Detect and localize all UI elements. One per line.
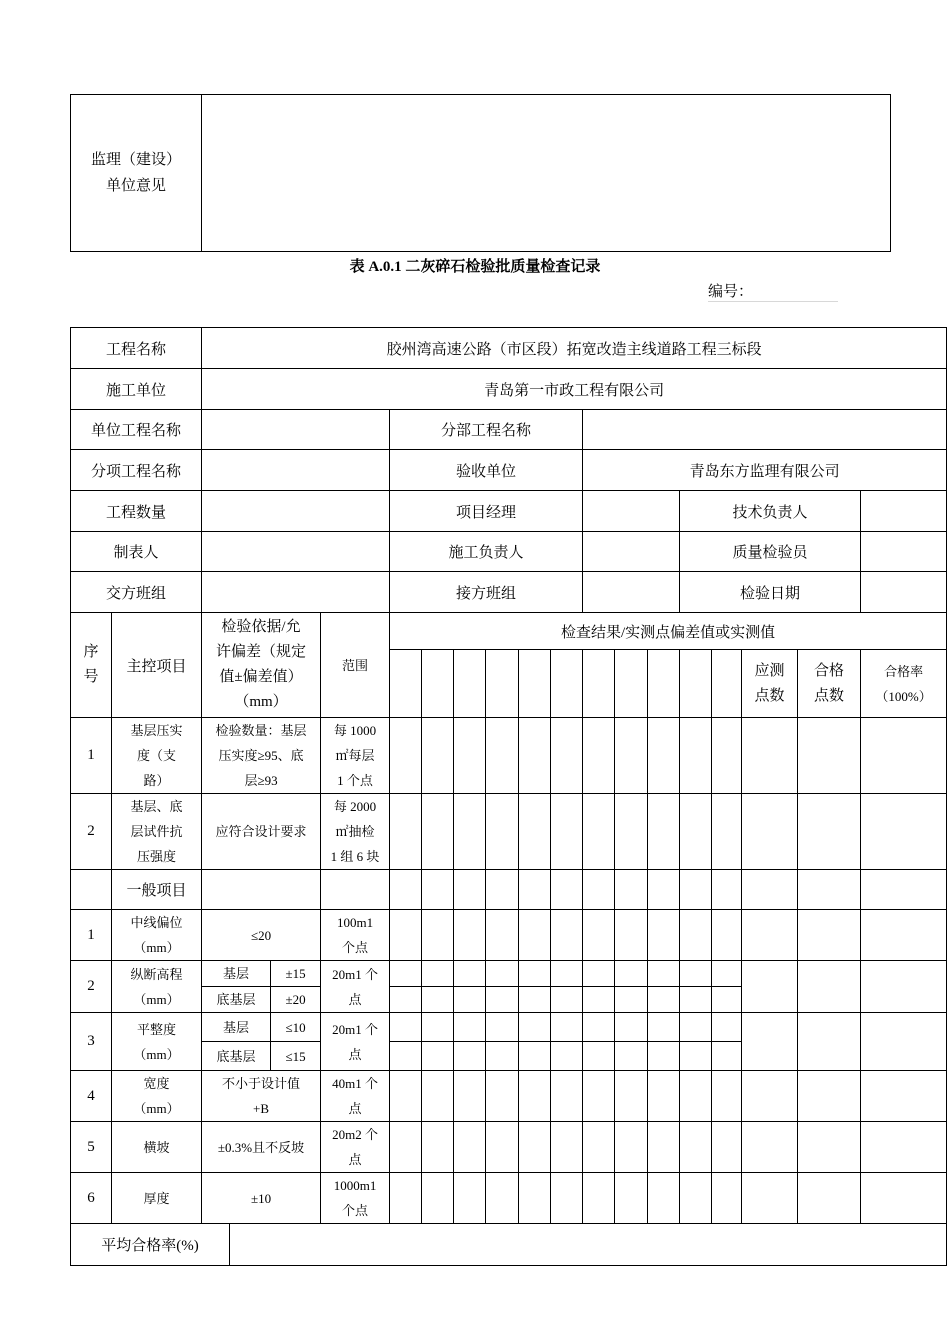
sub-item-name: 基层	[202, 1013, 271, 1042]
row-number: 2	[71, 961, 112, 1013]
general-row-3a	[71, 1013, 947, 1042]
result-cell[interactable]	[486, 1071, 519, 1122]
result-cell[interactable]	[742, 718, 798, 794]
result-cell[interactable]	[486, 1122, 519, 1173]
average-cell	[71, 1224, 947, 1266]
result-cell[interactable]	[648, 1173, 680, 1224]
item-basis: 检验数量：基层 压实度≥95、底 层≥93	[202, 718, 321, 794]
average-row	[71, 1224, 947, 1266]
result-cell[interactable]	[648, 1013, 680, 1042]
sub-project-value[interactable]	[583, 410, 947, 450]
result-cell[interactable]	[615, 1173, 648, 1224]
general-row-1	[71, 910, 947, 961]
acceptance-unit-label: 验收单位	[390, 450, 583, 491]
result-cell[interactable]	[454, 794, 486, 870]
result-cell[interactable]	[390, 650, 422, 718]
result-cell[interactable]	[390, 1071, 422, 1122]
result-cell[interactable]	[583, 718, 615, 794]
contractor-value: 青岛第一市政工程有限公司	[202, 369, 947, 410]
item-basis: ±10	[202, 1173, 321, 1224]
supervision-opinion-content[interactable]	[202, 95, 891, 252]
item-name: 平整度 （mm）	[112, 1013, 202, 1071]
result-cell[interactable]	[551, 794, 583, 870]
result-cell[interactable]	[680, 961, 712, 987]
result-cell[interactable]	[583, 910, 615, 961]
result-cell[interactable]	[712, 794, 742, 870]
result-cell[interactable]	[861, 1122, 947, 1173]
result-cell[interactable]	[712, 910, 742, 961]
result-cell[interactable]	[454, 1071, 486, 1122]
result-cell[interactable]	[680, 870, 712, 910]
result-cell[interactable]	[519, 870, 551, 910]
row-number: 1	[71, 910, 112, 961]
result-cell[interactable]	[615, 718, 648, 794]
result-cell[interactable]	[742, 794, 798, 870]
result-cell[interactable]	[422, 987, 454, 1013]
result-cell[interactable]	[712, 987, 742, 1013]
result-cell[interactable]	[422, 1013, 454, 1042]
item-range	[321, 870, 390, 910]
result-cell[interactable]	[615, 1013, 648, 1042]
quantity-value[interactable]	[202, 491, 390, 532]
row-number: 1	[71, 718, 112, 794]
result-cell[interactable]	[861, 1173, 947, 1224]
row-number: 4	[71, 1071, 112, 1122]
inspection-date-label: 检验日期	[680, 572, 861, 613]
result-cell[interactable]	[712, 1122, 742, 1173]
result-cell[interactable]	[551, 1013, 583, 1042]
result-cell[interactable]	[648, 794, 680, 870]
result-cell[interactable]	[861, 794, 947, 870]
row-number: 6	[71, 1173, 112, 1224]
item-name: 纵断高程 （mm）	[112, 961, 202, 1013]
result-cell[interactable]	[583, 1122, 615, 1173]
handover-team-label: 交方班组	[71, 572, 202, 613]
result-cell[interactable]	[551, 1173, 583, 1224]
result-cell[interactable]	[551, 1071, 583, 1122]
result-cell[interactable]	[798, 870, 861, 910]
general-items-label: 一般项目	[112, 870, 202, 910]
result-cell[interactable]	[742, 1071, 798, 1122]
result-cell[interactable]	[390, 718, 422, 794]
result-cell[interactable]	[615, 794, 648, 870]
sub-item-value: ±20	[271, 987, 321, 1013]
result-cell[interactable]	[680, 650, 712, 718]
result-cell[interactable]	[519, 910, 551, 961]
result-cell[interactable]	[861, 910, 947, 961]
preparer-label: 制表人	[71, 532, 202, 572]
result-cell[interactable]	[486, 718, 519, 794]
receiving-team-label: 接方班组	[390, 572, 583, 613]
results-header: 检查结果/实测点偏差值或实测值	[390, 613, 947, 650]
result-cell[interactable]	[712, 961, 742, 987]
result-cell[interactable]	[486, 1013, 519, 1042]
pass-points-header: 合格 点数	[798, 650, 861, 718]
result-cell[interactable]	[551, 870, 583, 910]
quantity-label: 工程数量	[71, 491, 202, 532]
contractor-label: 施工单位	[71, 369, 202, 410]
acceptance-unit-value: 青岛东方监理有限公司	[583, 450, 947, 491]
result-cell[interactable]	[454, 1013, 486, 1042]
item-range: 20m1 个 点	[321, 961, 390, 1013]
receiving-team-value[interactable]	[583, 572, 680, 613]
result-cell[interactable]	[519, 1042, 551, 1071]
result-cell[interactable]	[422, 794, 454, 870]
result-cell[interactable]	[583, 1042, 615, 1071]
result-cell[interactable]	[615, 650, 648, 718]
result-cell[interactable]	[422, 870, 454, 910]
result-cell[interactable]	[798, 1122, 861, 1173]
sub-project-label: 分部工程名称	[390, 410, 583, 450]
result-cell[interactable]	[519, 1173, 551, 1224]
item-project-value[interactable]	[202, 450, 390, 491]
tech-lead-value[interactable]	[861, 491, 947, 532]
result-cell[interactable]	[454, 910, 486, 961]
item-range: 20m1 个 点	[321, 1013, 390, 1071]
result-cell[interactable]	[551, 987, 583, 1013]
result-cell[interactable]	[422, 1173, 454, 1224]
result-cell[interactable]	[390, 1122, 422, 1173]
item-basis: 应符合设计要求	[202, 794, 321, 870]
result-cell[interactable]	[454, 961, 486, 987]
result-cell[interactable]	[583, 794, 615, 870]
result-cell[interactable]	[583, 870, 615, 910]
general-row-2a	[71, 961, 947, 987]
serial-number-field[interactable]	[708, 283, 838, 302]
result-cell[interactable]	[742, 1122, 798, 1173]
result-cell[interactable]	[454, 870, 486, 910]
result-cell[interactable]	[583, 987, 615, 1013]
result-cell[interactable]	[519, 987, 551, 1013]
general-row-6	[71, 1173, 947, 1224]
sub-item-name: 底基层	[202, 987, 271, 1013]
result-cell[interactable]	[422, 1122, 454, 1173]
inspection-date-value[interactable]	[861, 572, 947, 613]
result-cell[interactable]	[861, 870, 947, 910]
basis-header: 检验依据/允 许偏差（规定 值±偏差值） （mm）	[202, 613, 321, 718]
general-row-4	[71, 1071, 947, 1122]
result-cell[interactable]	[648, 961, 680, 987]
result-cell[interactable]	[680, 1122, 712, 1173]
should-measure-cell[interactable]	[742, 961, 798, 1013]
main-row-1	[71, 718, 947, 794]
result-cell[interactable]	[486, 794, 519, 870]
result-cell[interactable]	[648, 870, 680, 910]
main-items-header: 主控项目	[112, 613, 202, 718]
result-cell[interactable]	[422, 910, 454, 961]
result-cell[interactable]	[742, 910, 798, 961]
result-cell[interactable]	[422, 650, 454, 718]
unit-project-value[interactable]	[202, 410, 390, 450]
result-cell[interactable]	[648, 1071, 680, 1122]
item-name: 基层、底 层试件抗 压强度	[112, 794, 202, 870]
sub-item-value: ±15	[271, 961, 321, 987]
row-number: 2	[71, 794, 112, 870]
pass-rate-header: 合格率 （100%）	[861, 650, 947, 718]
result-cell[interactable]	[486, 987, 519, 1013]
result-cell[interactable]	[615, 870, 648, 910]
result-cell[interactable]	[861, 1071, 947, 1122]
project-name-label: 工程名称	[71, 328, 202, 369]
result-cell[interactable]	[551, 910, 583, 961]
result-cell[interactable]	[454, 718, 486, 794]
result-cell[interactable]	[390, 987, 422, 1013]
item-name: 基层压实 度（支 路）	[112, 718, 202, 794]
result-cell[interactable]	[648, 1122, 680, 1173]
supervision-opinion-label: 监理（建设） 单位意见	[71, 95, 202, 252]
result-cell[interactable]	[454, 650, 486, 718]
row-number: 5	[71, 1122, 112, 1173]
item-name: 横坡	[112, 1122, 202, 1173]
item-name: 宽度 （mm）	[112, 1071, 202, 1122]
result-cell[interactable]	[422, 718, 454, 794]
result-cell[interactable]	[648, 987, 680, 1013]
sub-item-name: 基层	[202, 961, 271, 987]
preparer-value[interactable]	[202, 532, 390, 572]
form-title: 表 A.0.1 二灰碎石检验批质量检查记录	[349, 259, 601, 275]
item-range: 20m2 个 点	[321, 1122, 390, 1173]
pass-rate-cell[interactable]	[861, 961, 947, 1013]
result-cell[interactable]	[390, 1013, 422, 1042]
result-cell[interactable]	[712, 870, 742, 910]
general-row-5	[71, 1122, 947, 1173]
result-cell[interactable]	[712, 650, 742, 718]
result-cell[interactable]	[648, 718, 680, 794]
pass-rate-cell[interactable]	[861, 1013, 947, 1071]
result-cell[interactable]	[615, 1042, 648, 1071]
serial-number-label: 编号：	[708, 284, 754, 300]
result-cell[interactable]	[390, 870, 422, 910]
result-cell[interactable]	[551, 1042, 583, 1071]
result-cell[interactable]	[422, 961, 454, 987]
result-cell[interactable]	[680, 794, 712, 870]
result-cell[interactable]	[680, 987, 712, 1013]
result-cell[interactable]	[648, 1042, 680, 1071]
result-cell[interactable]	[390, 1042, 422, 1071]
result-cell[interactable]	[486, 650, 519, 718]
pass-points-cell[interactable]	[798, 1013, 861, 1071]
average-pass-rate-value[interactable]	[230, 1224, 946, 1265]
construction-lead-value[interactable]	[583, 532, 680, 572]
main-row-2	[71, 794, 947, 870]
result-cell[interactable]	[583, 961, 615, 987]
item-range: 100m1 个点	[321, 910, 390, 961]
result-cell[interactable]	[615, 1071, 648, 1122]
should-measure-header: 应测 点数	[742, 650, 798, 718]
item-range: 每 1000 ㎡每层 1 个点	[321, 718, 390, 794]
result-cell[interactable]	[798, 718, 861, 794]
result-cell[interactable]	[615, 961, 648, 987]
result-cell[interactable]	[742, 1173, 798, 1224]
item-name: 中线偏位 （mm）	[112, 910, 202, 961]
result-cell[interactable]	[583, 1071, 615, 1122]
result-cell[interactable]	[519, 650, 551, 718]
seq-header: 序 号	[71, 613, 112, 718]
result-cell[interactable]	[680, 1042, 712, 1071]
supervision-opinion-table	[70, 94, 891, 252]
item-basis	[202, 870, 321, 910]
should-measure-cell[interactable]	[742, 1013, 798, 1071]
result-cell[interactable]	[798, 1173, 861, 1224]
result-cell[interactable]	[422, 1042, 454, 1071]
result-cell[interactable]	[486, 961, 519, 987]
row-number: 3	[71, 1013, 112, 1071]
result-cell[interactable]	[712, 1071, 742, 1122]
result-cell[interactable]	[712, 1173, 742, 1224]
item-name: 厚度	[112, 1173, 202, 1224]
result-cell[interactable]	[519, 961, 551, 987]
row-number	[71, 870, 112, 910]
result-cell[interactable]	[680, 910, 712, 961]
result-cell[interactable]	[798, 1071, 861, 1122]
item-project-label: 分项工程名称	[71, 450, 202, 491]
quality-inspector-value[interactable]	[861, 532, 947, 572]
result-cell[interactable]	[798, 794, 861, 870]
unit-project-label: 单位工程名称	[71, 410, 202, 450]
item-basis: ±0.3%且不反坡	[202, 1122, 321, 1173]
sub-item-name: 底基层	[202, 1042, 271, 1071]
project-manager-value[interactable]	[583, 491, 680, 532]
construction-lead-label: 施工负责人	[390, 532, 583, 572]
item-basis: 不小于设计值 +B	[202, 1071, 321, 1122]
result-cell[interactable]	[390, 1173, 422, 1224]
result-cell[interactable]	[454, 1042, 486, 1071]
result-cell[interactable]	[615, 987, 648, 1013]
result-cell[interactable]	[712, 718, 742, 794]
result-cell[interactable]	[583, 1013, 615, 1042]
result-cell[interactable]	[583, 1173, 615, 1224]
result-cell[interactable]	[712, 1013, 742, 1042]
result-cell[interactable]	[648, 910, 680, 961]
result-cell[interactable]	[454, 1122, 486, 1173]
result-cell[interactable]	[551, 650, 583, 718]
result-cell[interactable]	[551, 961, 583, 987]
result-cell[interactable]	[680, 1173, 712, 1224]
pass-points-cell[interactable]	[798, 961, 861, 1013]
result-cell[interactable]	[486, 870, 519, 910]
result-cell[interactable]	[390, 961, 422, 987]
quality-inspector-label: 质量检验员	[680, 532, 861, 572]
result-cell[interactable]	[519, 1071, 551, 1122]
item-range: 40m1 个 点	[321, 1071, 390, 1122]
average-pass-rate-label: 平均合格率(%)	[71, 1224, 230, 1265]
inspection-record-table	[70, 327, 947, 1266]
item-basis: ≤20	[202, 910, 321, 961]
item-range: 每 2000 ㎡抽检 1 组 6 块	[321, 794, 390, 870]
result-cell[interactable]	[742, 870, 798, 910]
project-name-value: 胶州湾高速公路（市区段）拓宽改造主线道路工程三标段	[202, 328, 947, 369]
result-cell[interactable]	[551, 718, 583, 794]
result-cell[interactable]	[551, 1122, 583, 1173]
result-cell[interactable]	[615, 910, 648, 961]
result-cell[interactable]	[712, 1042, 742, 1071]
range-header: 范围	[321, 613, 390, 718]
result-cell[interactable]	[583, 650, 615, 718]
result-cell[interactable]	[486, 1173, 519, 1224]
result-cell[interactable]	[486, 910, 519, 961]
result-cell[interactable]	[615, 1122, 648, 1173]
result-cell[interactable]	[861, 718, 947, 794]
general-items-row	[71, 870, 947, 910]
result-cell[interactable]	[680, 1071, 712, 1122]
tech-lead-label: 技术负责人	[680, 491, 861, 532]
result-cell[interactable]	[486, 1042, 519, 1071]
result-cell[interactable]	[422, 1071, 454, 1122]
result-cell[interactable]	[519, 1013, 551, 1042]
handover-team-value[interactable]	[202, 572, 390, 613]
result-cell[interactable]	[680, 1013, 712, 1042]
result-cell[interactable]	[648, 650, 680, 718]
result-cell[interactable]	[454, 1173, 486, 1224]
item-range: 1000m1 个点	[321, 1173, 390, 1224]
result-cell[interactable]	[519, 794, 551, 870]
result-cell[interactable]	[680, 718, 712, 794]
result-cell[interactable]	[798, 910, 861, 961]
sub-item-value: ≤15	[271, 1042, 321, 1071]
project-manager-label: 项目经理	[390, 491, 583, 532]
sub-item-value: ≤10	[271, 1013, 321, 1042]
result-cell[interactable]	[519, 718, 551, 794]
result-cell[interactable]	[519, 1122, 551, 1173]
result-cell[interactable]	[390, 910, 422, 961]
result-cell[interactable]	[390, 794, 422, 870]
result-cell[interactable]	[454, 987, 486, 1013]
